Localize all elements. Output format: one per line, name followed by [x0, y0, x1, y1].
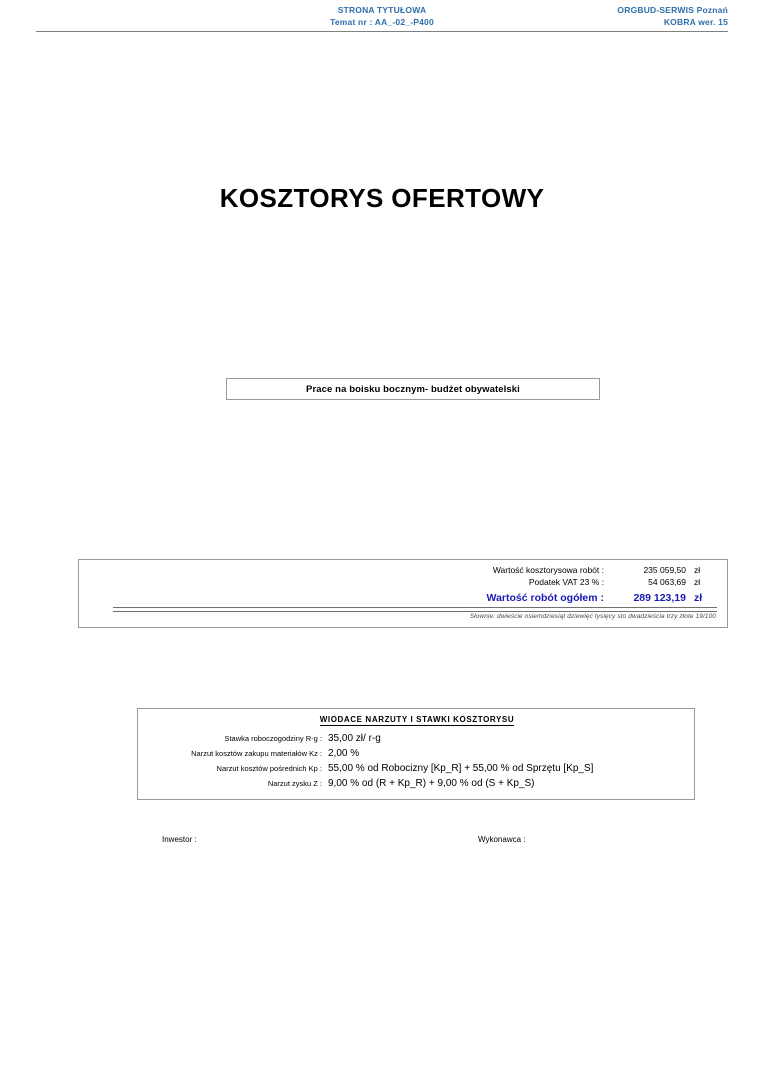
totals-row-vat — [487, 576, 716, 588]
rates-label-hourly: Stawka roboczogodziny R-g : — [224, 734, 322, 743]
investor-label: Inwestor : — [162, 835, 197, 844]
rates-value-profit: 9,00 % od (R + Kp_R) + 9,00 % od (S + Kp_S) — [328, 778, 535, 789]
contractor-label: Wykonawca : — [478, 835, 526, 844]
rates-value-material: 2,00 % — [328, 748, 360, 759]
rates-value-hourly: 35,00 zł/ r-g — [328, 733, 381, 744]
totals-unit-grand: zł — [694, 592, 703, 604]
totals-double-rule — [113, 607, 717, 612]
totals-table — [487, 564, 716, 605]
totals-unit-net: zł — [694, 565, 701, 575]
rates-row-profit — [138, 776, 593, 791]
rates-box — [137, 708, 695, 800]
header-topic-number: Temat nr : AA_-02_-P400 — [330, 16, 434, 27]
header-right-block — [617, 5, 728, 28]
rates-label-profit: Narzut zysku Z : — [267, 779, 322, 788]
project-name-text: Prace na boisku bocznym- budżet obywatelski — [306, 383, 520, 395]
document-title: KOSZTORYS OFERTOWY — [219, 183, 545, 213]
rates-row-indirect — [138, 761, 593, 776]
header-vendor-name: ORGBUD-SERWIS Poznań — [617, 5, 728, 15]
header-page-kind: STRONA TYTUŁOWA — [337, 5, 427, 15]
page-header — [0, 0, 764, 34]
rates-heading — [138, 715, 696, 724]
totals-amount-in-words: Słownie: dwieście osiemdziesiąt dziewięć tysięcy sto dwadzieścia trzy złote 19/100 — [469, 613, 716, 620]
totals-box — [78, 559, 728, 628]
project-name-box — [226, 378, 600, 400]
totals-value-net: 235 059,50 — [643, 565, 686, 575]
totals-label-grand: Wartość robót ogółem : — [486, 592, 604, 604]
rates-label-indirect: Narzut kosztów pośrednich Kp : — [216, 764, 322, 773]
rates-table — [138, 731, 593, 791]
rates-heading-text: WIODACE NARZUTY I STAWKI KOSZTORYSU — [319, 715, 515, 724]
rates-label-material: Narzut kosztów zakupu materiałów Kz : — [191, 749, 322, 758]
rates-row-hourly — [138, 731, 593, 746]
totals-value-grand: 289 123,19 — [633, 592, 686, 604]
rates-value-indirect: 55,00 % od Robocizny [Kp_R] + 55,00 % od Sprzętu [Kp_S] — [328, 763, 594, 774]
header-software-version: KOBRA wer. 15 — [663, 16, 728, 27]
totals-row-grand — [487, 588, 716, 605]
totals-row-net — [487, 564, 716, 576]
totals-unit-vat: zł — [694, 577, 701, 587]
totals-value-vat: 54 063,69 — [648, 577, 686, 587]
header-divider — [36, 31, 728, 32]
totals-label-vat: Podatek VAT 23 % : — [528, 577, 604, 587]
totals-label-net: Wartość kosztorysowa robót : — [492, 565, 604, 575]
rates-row-material — [138, 746, 593, 761]
